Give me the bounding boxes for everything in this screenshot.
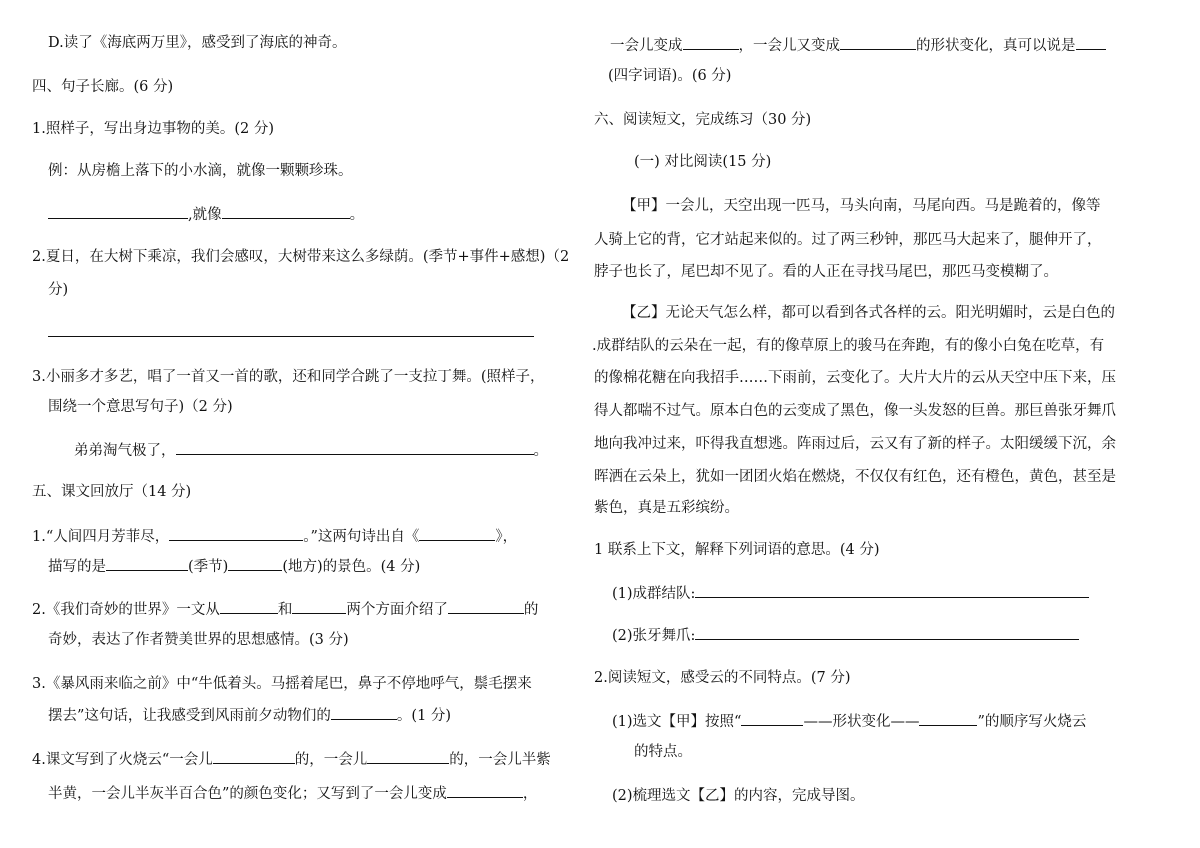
question-5-4-line2: 半黄，一会儿半灰半百合色”的颜色变化；又写到了一会儿变成 ，: [48, 783, 537, 804]
passage-yi-line4: 得人都喘不过气。原本白色的云变成了黑色，像一头发怒的巨兽。那巨兽张牙舞爪: [594, 403, 1116, 419]
question-4-2-line2: 分): [48, 282, 69, 298]
question-4-3-line2: 围绕一个意思写句子)（2 分): [48, 399, 233, 415]
section-6-title: 六、阅读短文，完成练习（30 分): [594, 112, 812, 128]
question-4-1-example: 例：从房檐上落下的小水滴，就像一颗颗珍珠。: [48, 163, 353, 179]
passage-jia-line2: 人骑上它的背，它才站起来似的。过了两三秒钟，那匹马大起来了，腿伸开了，: [594, 232, 1102, 248]
question-6-1: 1 联系上下文，解释下列词语的意思。(4 分): [594, 542, 880, 558]
answer-blank[interactable]: [695, 583, 1089, 598]
passage-yi-line7: 紫色，真是五彩缤纷。: [594, 500, 739, 516]
answer-blank[interactable]: [331, 705, 397, 720]
question-6-2-1-line1: (1)选文【甲】按照“ ——形状变化—— ”的顺序写火烧云: [612, 711, 1086, 732]
question-6-2: 2.阅读短文，感受云的不同特点。(7 分): [594, 670, 851, 686]
question-5-4-line1: 4.课文写到了火烧云“一会儿 的，一会儿 的，一会儿半紫: [32, 749, 551, 770]
question-5-3-line1: 3.《暴风雨来临之前》中“牛低着头。马摇着尾巴，鼻子不停地呼气，鬃毛摆来: [32, 676, 532, 692]
question-5-4-line4: (四字词语)。(6 分): [608, 68, 732, 84]
answer-blank[interactable]: [741, 711, 803, 726]
subsection-contrast-reading: (一) 对比阅读(15 分): [634, 154, 772, 170]
answer-blank[interactable]: [448, 599, 524, 614]
answer-blank[interactable]: [228, 556, 282, 571]
passage-yi-line1: 【乙】无论天气怎么样，都可以看到各式各样的云。阳光明媚时，云是白色的: [622, 305, 1115, 321]
answer-blank[interactable]: [106, 556, 188, 571]
answer-blank[interactable]: [222, 204, 350, 219]
section-5-title: 五、课文回放厅（14 分): [32, 484, 192, 500]
question-5-1-line1: 1.“人间四月芳菲尽， 。”这两句诗出自《 》，: [32, 526, 517, 547]
question-5-1-line2: 描写的是 (季节) (地方)的景色。(4 分): [48, 556, 420, 577]
answer-blank[interactable]: [176, 440, 534, 455]
answer-blank[interactable]: [292, 599, 346, 614]
answer-blank[interactable]: [683, 35, 739, 50]
passage-yi-line6: 晖洒在云朵上，犹如一团团火焰在燃烧，不仅仅有红色，还有橙色，黄色，甚至是: [594, 469, 1116, 485]
answer-line[interactable]: [48, 336, 534, 337]
question-4-1-answer-line: ,就像 。: [48, 204, 364, 225]
question-5-2-line2: 奇妙，表达了作者赞美世界的思想感情。(3 分): [48, 632, 349, 648]
passage-jia-line1: 【甲】一会儿，天空出现一匹马，马头向南，马尾向西。马是跪着的，像等: [622, 198, 1101, 214]
question-6-1-2: (2)张牙舞爪:: [612, 625, 1079, 646]
question-4-3-answer-line: 弟弟淘气极了， 。: [74, 440, 548, 461]
answer-blank[interactable]: [840, 35, 916, 50]
passage-yi-line2: .成群结队的云朵在一起，有的像草原上的骏马在奔跑，有的像小白兔在吃草，有: [592, 338, 1105, 354]
answer-blank[interactable]: [1076, 35, 1106, 50]
question-5-4-line3: 一会儿变成 ，一会儿又变成 的形状变化，真可以说是: [610, 35, 1106, 56]
passage-yi-line5: 地向我冲过来，吓得我直想逃。阵雨过后，云又有了新的样子。太阳缓缓下沉，余: [594, 436, 1116, 452]
question-4-1: 1.照样子，写出身边事物的美。(2 分): [32, 121, 274, 137]
answer-blank[interactable]: [695, 625, 1079, 640]
question-6-2-1-line2: 的特点。: [634, 744, 692, 760]
answer-blank[interactable]: [169, 526, 303, 541]
question-6-2-2: (2)梳理选文【乙】的内容，完成导图。: [612, 788, 865, 804]
answer-blank[interactable]: [220, 599, 278, 614]
passage-yi-line3: 的像棉花糖在向我招手……下雨前，云变化了。大片大片的云从天空中压下来，压: [594, 370, 1116, 386]
answer-blank[interactable]: [48, 204, 188, 219]
question-5-2-line1: 2.《我们奇妙的世界》一文从 和 两个方面介绍了 的: [32, 599, 538, 620]
question-5-3-line2: 摆去”这句话，让我感受到风雨前夕动物们的 。(1 分): [48, 705, 451, 726]
option-d: D.读了《海底两万里》，感受到了海底的神奇。: [48, 35, 347, 51]
answer-blank[interactable]: [367, 749, 449, 764]
section-4-title: 四、句子长廊。(6 分): [32, 79, 174, 95]
question-4-3-line1: 3.小丽多才多艺，唱了一首又一首的歌，还和同学合跳了一支拉丁舞。(照样子，: [32, 369, 545, 385]
question-6-1-1: (1)成群结队:: [612, 583, 1089, 604]
answer-blank[interactable]: [447, 783, 523, 798]
answer-blank[interactable]: [419, 526, 495, 541]
question-4-2-line1: 2.夏日，在大树下乘凉，我们会感叹，大树带来这么多绿荫。(季节+事件+感想)（2: [32, 249, 570, 265]
answer-blank[interactable]: [919, 711, 977, 726]
passage-jia-line3: 脖子也长了，尾巴却不见了。看的人正在寻找马尾巴，那匹马变模糊了。: [594, 264, 1058, 280]
answer-blank[interactable]: [213, 749, 295, 764]
